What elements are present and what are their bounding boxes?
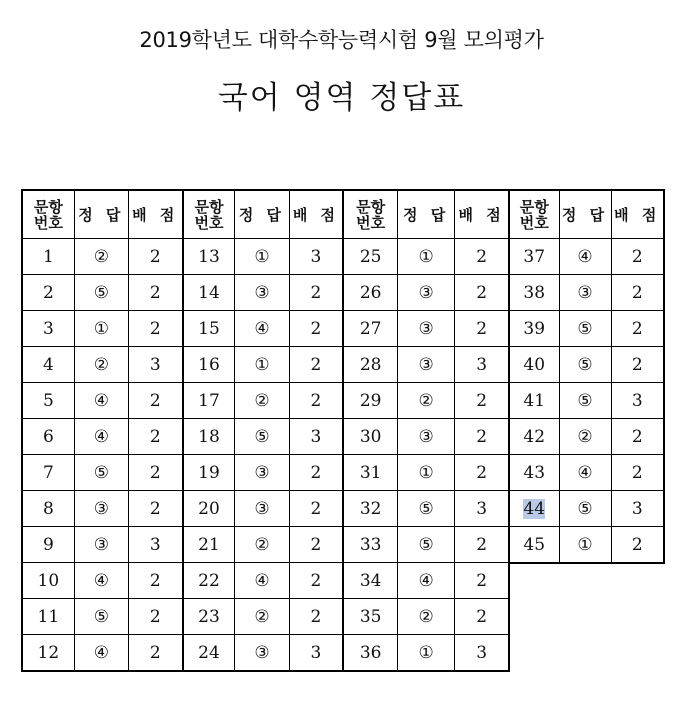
question-number: 25 bbox=[359, 246, 382, 267]
answer-cell: ⑤ bbox=[559, 311, 611, 347]
question-number: 11 bbox=[37, 606, 60, 627]
header-question-number: 문항 번호 bbox=[183, 190, 235, 239]
question-number: 16 bbox=[198, 354, 220, 375]
question-number-cell bbox=[183, 347, 235, 383]
answer-cell: ③ bbox=[398, 311, 455, 347]
score-cell: 3 bbox=[611, 383, 664, 419]
score-cell: 3 bbox=[289, 635, 343, 672]
score-cell: 3 bbox=[611, 491, 664, 527]
question-number-cell bbox=[22, 491, 74, 527]
question-number: 44 bbox=[523, 498, 546, 519]
score-cell: 2 bbox=[128, 491, 182, 527]
header-score: 배 점 bbox=[611, 190, 664, 239]
answer-cell: ③ bbox=[559, 275, 611, 311]
question-number-cell bbox=[183, 599, 235, 635]
question-number-cell bbox=[343, 527, 397, 563]
answer-cell: ⑤ bbox=[559, 383, 611, 419]
table-row bbox=[22, 455, 509, 491]
question-number-cell bbox=[509, 527, 559, 564]
answer-cell: ⑤ bbox=[559, 491, 611, 527]
question-number: 23 bbox=[198, 606, 220, 627]
question-number-cell bbox=[183, 275, 235, 311]
header-answer: 정 답 bbox=[74, 190, 128, 239]
header-answer: 정 답 bbox=[398, 190, 455, 239]
score-cell: 3 bbox=[128, 527, 182, 563]
question-number: 19 bbox=[198, 462, 220, 483]
score-cell: 2 bbox=[128, 455, 182, 491]
score-cell: 2 bbox=[611, 347, 664, 383]
question-number-cell bbox=[22, 527, 74, 563]
answer-cell: ② bbox=[559, 419, 611, 455]
question-number: 12 bbox=[37, 642, 60, 663]
answer-cell: ① bbox=[74, 311, 128, 347]
question-number: 42 bbox=[523, 426, 546, 447]
question-number-cell bbox=[22, 347, 74, 383]
table-row bbox=[22, 239, 509, 275]
table-row bbox=[509, 455, 664, 491]
answer-cell: ① bbox=[235, 347, 289, 383]
question-number-cell bbox=[183, 383, 235, 419]
question-number: 10 bbox=[37, 570, 60, 591]
question-number-cell bbox=[22, 455, 74, 491]
answer-cell: ③ bbox=[235, 275, 289, 311]
question-number: 34 bbox=[359, 570, 382, 591]
question-number-cell bbox=[22, 419, 74, 455]
question-number-cell bbox=[22, 563, 74, 599]
table-row bbox=[22, 275, 509, 311]
question-number: 21 bbox=[198, 534, 220, 555]
score-cell: 2 bbox=[611, 275, 664, 311]
score-cell: 2 bbox=[128, 635, 182, 672]
answer-cell: ③ bbox=[235, 455, 289, 491]
question-number: 22 bbox=[198, 570, 220, 591]
question-number: 35 bbox=[359, 606, 382, 627]
question-number: 40 bbox=[523, 354, 546, 375]
answer-cell: ③ bbox=[74, 527, 128, 563]
answer-cell: ④ bbox=[74, 635, 128, 672]
score-cell: 2 bbox=[289, 347, 343, 383]
answer-cell: ② bbox=[74, 347, 128, 383]
question-number-cell bbox=[509, 275, 559, 311]
header-answer: 정 답 bbox=[235, 190, 289, 239]
question-number: 5 bbox=[42, 390, 54, 411]
table-row bbox=[509, 311, 664, 347]
question-number: 26 bbox=[359, 282, 382, 303]
score-cell: 2 bbox=[289, 455, 343, 491]
score-cell: 2 bbox=[289, 311, 343, 347]
question-number: 32 bbox=[359, 498, 382, 519]
score-cell: 2 bbox=[455, 239, 509, 275]
answer-cell: ① bbox=[559, 527, 611, 564]
header-question-number: 문항 번호 bbox=[343, 190, 397, 239]
question-number: 36 bbox=[359, 642, 382, 663]
answer-cell: ② bbox=[235, 527, 289, 563]
question-number-cell bbox=[343, 275, 397, 311]
score-cell: 2 bbox=[128, 419, 182, 455]
answer-cell: ② bbox=[398, 383, 455, 419]
question-number-cell bbox=[343, 455, 397, 491]
question-number: 31 bbox=[359, 462, 382, 483]
answer-cell: ③ bbox=[398, 347, 455, 383]
question-number: 27 bbox=[359, 318, 382, 339]
table-row bbox=[509, 419, 664, 455]
question-number-cell bbox=[22, 239, 74, 275]
score-cell: 3 bbox=[455, 635, 509, 672]
answer-cell: ④ bbox=[235, 563, 289, 599]
answer-cell: ② bbox=[74, 239, 128, 275]
answer-cell: ⑤ bbox=[235, 419, 289, 455]
answer-cell: ③ bbox=[398, 275, 455, 311]
score-cell: 2 bbox=[128, 383, 182, 419]
question-number-cell bbox=[509, 383, 559, 419]
score-cell: 2 bbox=[455, 527, 509, 563]
question-number: 7 bbox=[42, 462, 54, 483]
answer-cell: ④ bbox=[559, 455, 611, 491]
question-number: 37 bbox=[523, 246, 546, 267]
answer-cell: ⑤ bbox=[398, 491, 455, 527]
score-cell: 2 bbox=[455, 311, 509, 347]
question-number: 13 bbox=[198, 246, 220, 267]
score-cell: 3 bbox=[455, 347, 509, 383]
question-number: 1 bbox=[42, 246, 54, 267]
question-number-cell bbox=[509, 419, 559, 455]
question-number-cell bbox=[183, 455, 235, 491]
answer-cell: ④ bbox=[235, 311, 289, 347]
answer-cell: ④ bbox=[74, 383, 128, 419]
question-number-cell bbox=[343, 419, 397, 455]
header-question-number: 문항 번호 bbox=[509, 190, 559, 239]
answer-cell: ③ bbox=[74, 491, 128, 527]
question-number-cell bbox=[343, 311, 397, 347]
score-cell: 2 bbox=[289, 383, 343, 419]
score-cell: 2 bbox=[289, 563, 343, 599]
header-row bbox=[22, 190, 509, 239]
score-cell: 2 bbox=[289, 491, 343, 527]
question-number-cell bbox=[183, 239, 235, 275]
answer-cell: ④ bbox=[74, 563, 128, 599]
table-row bbox=[22, 635, 509, 672]
question-number-cell bbox=[22, 311, 74, 347]
question-number: 20 bbox=[198, 498, 220, 519]
question-number: 33 bbox=[359, 534, 382, 555]
table-row bbox=[22, 347, 509, 383]
question-number: 38 bbox=[523, 282, 546, 303]
score-cell: 2 bbox=[128, 599, 182, 635]
answer-cell: ① bbox=[398, 455, 455, 491]
score-cell: 2 bbox=[611, 455, 664, 491]
answer-cell: ③ bbox=[235, 635, 289, 672]
table-row bbox=[509, 383, 664, 419]
table-row bbox=[509, 239, 664, 275]
header-score: 배 점 bbox=[289, 190, 343, 239]
score-cell: 3 bbox=[455, 491, 509, 527]
table-row bbox=[22, 563, 509, 599]
score-cell: 2 bbox=[128, 239, 182, 275]
question-number: 9 bbox=[42, 534, 54, 555]
table-row bbox=[22, 527, 509, 563]
table-row bbox=[22, 599, 509, 635]
question-number: 24 bbox=[198, 642, 220, 663]
table-row bbox=[509, 275, 664, 311]
question-number-cell bbox=[183, 311, 235, 347]
question-number-cell bbox=[343, 599, 397, 635]
answer-cell: ② bbox=[235, 383, 289, 419]
question-number-cell bbox=[183, 563, 235, 599]
question-number: 14 bbox=[198, 282, 220, 303]
question-number: 6 bbox=[42, 426, 54, 447]
header-score: 배 점 bbox=[455, 190, 509, 239]
answer-cell: ④ bbox=[398, 563, 455, 599]
header-row bbox=[509, 190, 664, 239]
score-cell: 2 bbox=[455, 275, 509, 311]
answer-cell: ① bbox=[235, 239, 289, 275]
table-row bbox=[509, 347, 664, 383]
score-cell: 2 bbox=[289, 275, 343, 311]
score-cell: 2 bbox=[128, 275, 182, 311]
answer-cell: ⑤ bbox=[559, 347, 611, 383]
table-row bbox=[22, 419, 509, 455]
question-number-cell bbox=[509, 455, 559, 491]
question-number-cell bbox=[22, 275, 74, 311]
answer-cell: ③ bbox=[398, 419, 455, 455]
score-cell: 2 bbox=[455, 383, 509, 419]
answer-cell: ⑤ bbox=[74, 455, 128, 491]
answer-cell: ⑤ bbox=[74, 599, 128, 635]
score-cell: 2 bbox=[611, 239, 664, 275]
question-number-cell bbox=[343, 383, 397, 419]
question-number-cell bbox=[343, 239, 397, 275]
question-number-cell bbox=[343, 563, 397, 599]
score-cell: 2 bbox=[611, 527, 664, 564]
question-number: 8 bbox=[42, 498, 54, 519]
answer-cell: ① bbox=[398, 635, 455, 672]
document-title: 2019학년도 대학수학능력시험 9월 모의평가 bbox=[139, 28, 544, 52]
score-cell: 2 bbox=[611, 419, 664, 455]
question-number: 43 bbox=[523, 462, 546, 483]
score-cell: 2 bbox=[128, 563, 182, 599]
question-number-cell bbox=[183, 527, 235, 563]
answer-cell: ② bbox=[398, 599, 455, 635]
question-number: 17 bbox=[198, 390, 220, 411]
question-number: 15 bbox=[198, 318, 220, 339]
question-number: 4 bbox=[42, 354, 54, 375]
score-cell: 2 bbox=[289, 599, 343, 635]
question-number-cell bbox=[22, 635, 74, 672]
question-number-cell bbox=[343, 347, 397, 383]
header-question-number: 문항 번호 bbox=[22, 190, 74, 239]
score-cell: 2 bbox=[455, 563, 509, 599]
question-number: 41 bbox=[523, 390, 546, 411]
answer-table-main bbox=[21, 189, 510, 672]
question-number-cell bbox=[343, 491, 397, 527]
table-row bbox=[509, 491, 664, 527]
question-number: 2 bbox=[42, 282, 54, 303]
question-number-cell bbox=[509, 347, 559, 383]
answer-cell: ① bbox=[398, 239, 455, 275]
answer-cell: ⑤ bbox=[398, 527, 455, 563]
answer-cell: ③ bbox=[235, 491, 289, 527]
question-number-cell bbox=[343, 635, 397, 672]
question-number: 29 bbox=[359, 390, 382, 411]
question-number: 28 bbox=[359, 354, 382, 375]
table-row bbox=[22, 311, 509, 347]
table-row bbox=[509, 527, 664, 564]
question-number: 45 bbox=[523, 534, 546, 555]
answer-cell: ④ bbox=[74, 419, 128, 455]
score-cell: 2 bbox=[611, 311, 664, 347]
question-number-cell bbox=[509, 311, 559, 347]
score-cell: 3 bbox=[128, 347, 182, 383]
score-cell: 3 bbox=[289, 239, 343, 275]
question-number-cell bbox=[509, 239, 559, 275]
score-cell: 2 bbox=[455, 455, 509, 491]
header-score: 배 점 bbox=[128, 190, 182, 239]
question-number: 39 bbox=[523, 318, 546, 339]
header-answer: 정 답 bbox=[559, 190, 611, 239]
question-number: 3 bbox=[42, 318, 54, 339]
question-number-cell bbox=[22, 383, 74, 419]
score-cell: 2 bbox=[455, 419, 509, 455]
answer-cell: ④ bbox=[559, 239, 611, 275]
question-number: 30 bbox=[359, 426, 382, 447]
table-row bbox=[22, 383, 509, 419]
table-row bbox=[22, 491, 509, 527]
question-number-cell bbox=[22, 599, 74, 635]
question-number-cell bbox=[183, 635, 235, 672]
question-number-cell bbox=[183, 491, 235, 527]
question-number-cell bbox=[183, 419, 235, 455]
question-number: 18 bbox=[198, 426, 220, 447]
answer-cell: ② bbox=[235, 599, 289, 635]
answer-table-last bbox=[508, 189, 665, 564]
score-cell: 2 bbox=[128, 311, 182, 347]
answer-cell: ⑤ bbox=[74, 275, 128, 311]
score-cell: 2 bbox=[289, 527, 343, 563]
score-cell: 2 bbox=[455, 599, 509, 635]
score-cell: 3 bbox=[289, 419, 343, 455]
document-subtitle: 국어 영역 정답표 bbox=[217, 80, 466, 116]
question-number-cell bbox=[509, 491, 559, 527]
